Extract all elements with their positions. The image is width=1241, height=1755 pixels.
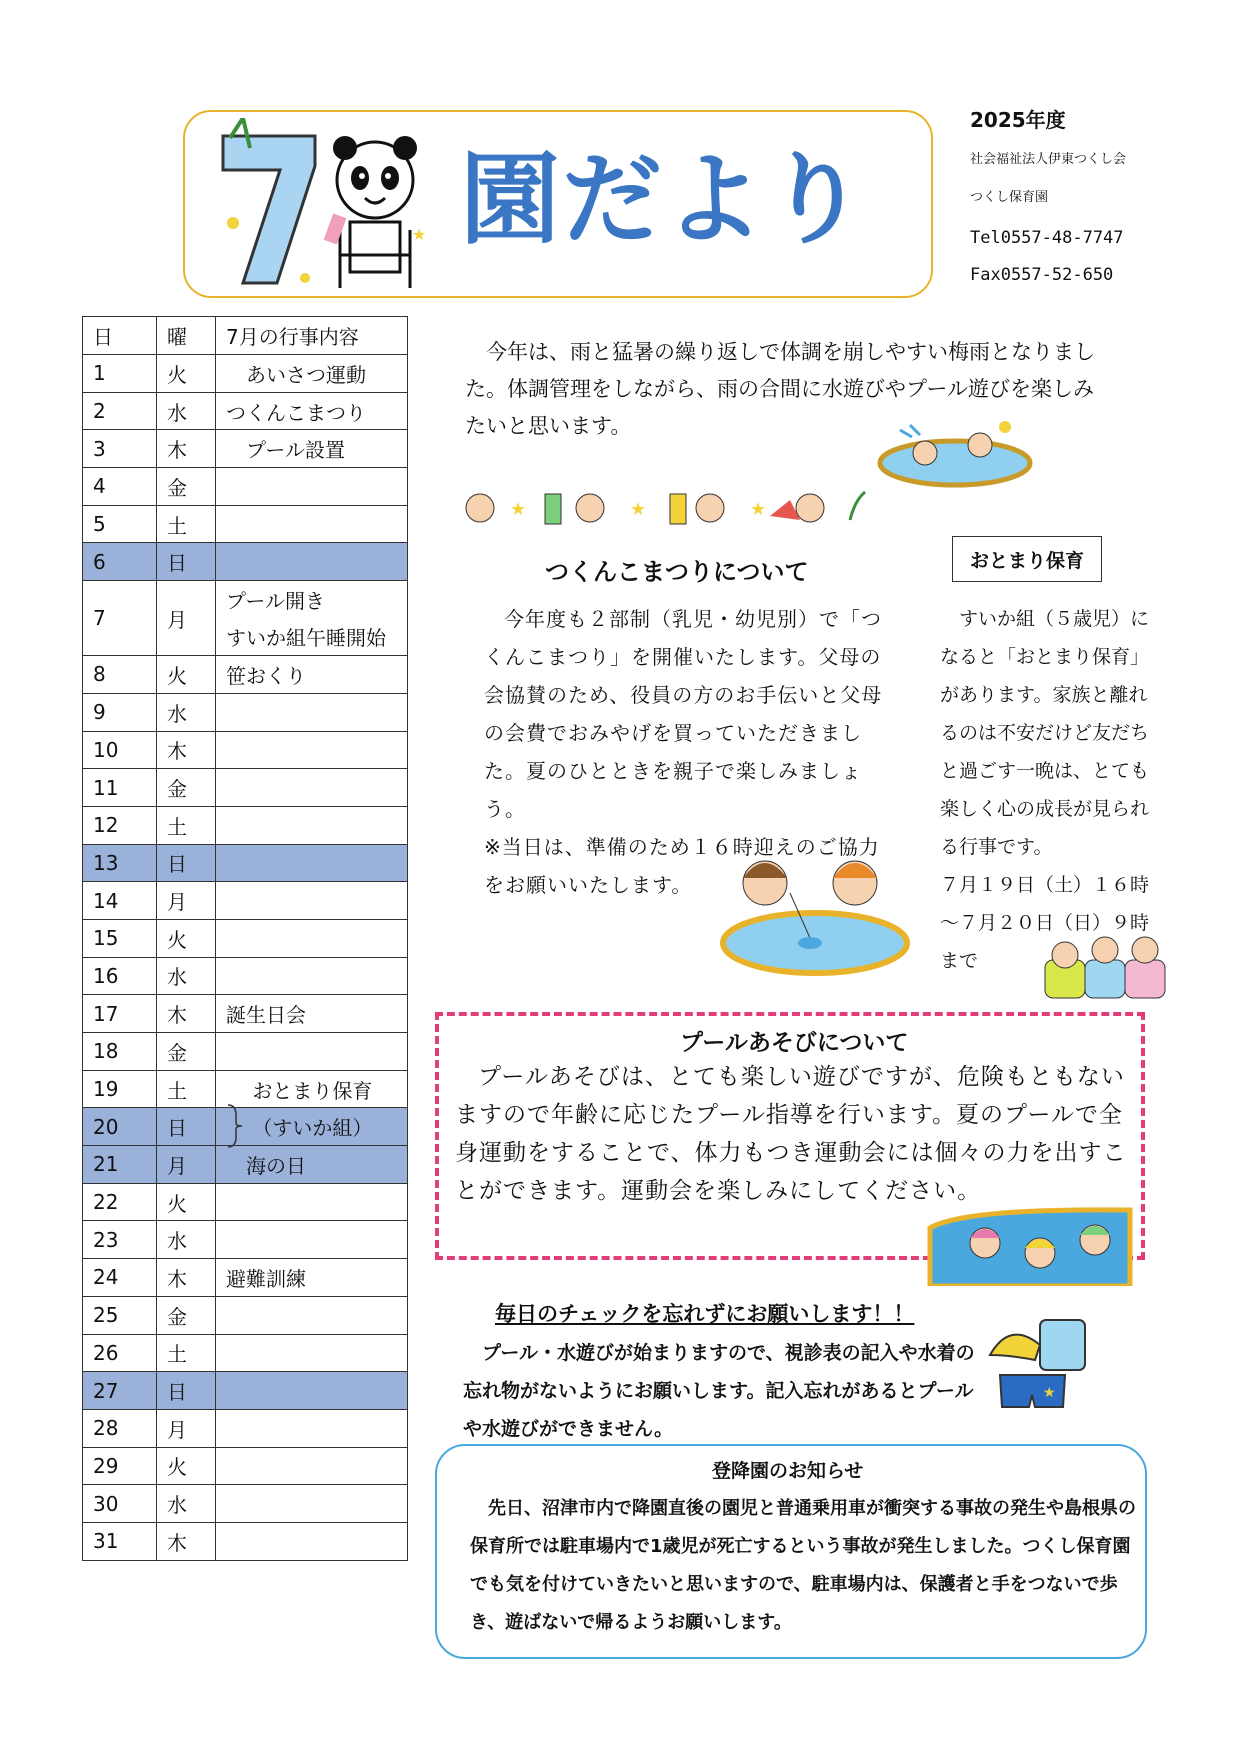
calendar-day: 30 [83,1485,157,1523]
calendar-row [83,1259,408,1297]
calendar-event [216,355,408,393]
calendar-day: 2 [83,392,157,430]
calendar-row [83,995,408,1033]
calendar-weekday: 土 [157,1070,216,1108]
calendar-event [216,1522,408,1560]
calendar-event [216,919,408,957]
calendar-row [83,1334,408,1372]
calendar-row [83,1033,408,1071]
daily-check-text: プール・水遊びが始まりますので、視診表の記入や水着の忘れ物がないようにお願いします。記入忘れがあるとプールや水遊びができません。 [463,1342,975,1440]
calendar-day: 5 [83,505,157,543]
newsletter-title: 園だより [460,141,868,258]
svg-text:★: ★ [630,499,647,520]
calendar-row [83,1108,408,1146]
calendar-event [216,995,408,1033]
calendar-event-text: すいか組午睡開始 [226,626,386,651]
calendar-day: 4 [83,468,157,506]
calendar-day: 28 [83,1409,157,1447]
calendar-event [216,1296,408,1334]
calendar-weekday: 月 [157,1409,216,1447]
calendar-row [83,468,408,506]
calendar-row [83,919,408,957]
calendar-event [216,1334,408,1372]
calendar-day: 16 [83,957,157,995]
fiscal-year: 2025年度 [970,108,1066,132]
calendar-event-text: 笹おくり [226,663,306,688]
calendar-event-text: あいさつ運動 [226,362,366,387]
calendar-day: 10 [83,731,157,769]
calendar-day: 31 [83,1522,157,1560]
kids-pool-illustration [870,415,1035,490]
calendar-day: 25 [83,1296,157,1334]
otomari-title: おとまり保育 [952,536,1102,582]
calendar-event [216,731,408,769]
decorative-garland [450,480,870,540]
pool-title: プールあそびについて [680,1030,909,1056]
calendar-day: 3 [83,430,157,468]
calendar-day: 18 [83,1033,157,1071]
month-seven-illustration [215,118,325,288]
calendar-event [216,581,408,656]
calendar-weekday: 金 [157,1296,216,1334]
otomari-schedule: ７月１９日（土）１６時～７月２０日（日）９時まで [940,874,1150,972]
calendar-row [83,1485,408,1523]
calendar-weekday: 火 [157,656,216,694]
calendar-weekday: 火 [157,355,216,393]
calendar-day: 21 [83,1146,157,1184]
calendar-weekday: 水 [157,957,216,995]
calendar-weekday: 木 [157,731,216,769]
calendar-weekday: 火 [157,919,216,957]
calendar-day: 22 [83,1183,157,1221]
calendar-day: 7 [83,581,157,656]
calendar-weekday: 日 [157,543,216,581]
calendar-row [83,1372,408,1410]
calendar-day: 6 [83,543,157,581]
calendar-event [216,1146,408,1184]
calendar-row [83,355,408,393]
calendar-weekday: 水 [157,693,216,731]
calendar-weekday: 月 [157,882,216,920]
calendar-row [83,1409,408,1447]
calendar-day: 8 [83,656,157,694]
calendar-weekday: 土 [157,505,216,543]
calendar-event [216,882,408,920]
calendar-day: 24 [83,1259,157,1297]
calendar-event [216,1485,408,1523]
calendar-weekday: 水 [157,1485,216,1523]
matsuri-note: ※当日は、準備のため１６時迎えのご協力をお願いいたします。 [484,835,880,897]
calendar-weekday: 日 [157,1372,216,1410]
calendar-row [83,1146,408,1184]
notice-title: 登降園のお知らせ [712,1460,864,1482]
calendar-row [83,430,408,468]
calendar-row [83,806,408,844]
calendar-event [216,1108,408,1146]
calendar-row [83,693,408,731]
calendar-event [216,505,408,543]
telephone-number: Tel0557-48-7747 [970,228,1124,248]
calendar-day: 11 [83,769,157,807]
calendar-weekday: 金 [157,1033,216,1071]
calendar-row [83,957,408,995]
calendar-weekday: 日 [157,1108,216,1146]
panda-illustration [320,130,430,290]
pool-paragraph [455,1058,1135,1210]
calendar-day: 23 [83,1221,157,1259]
svg-text:★: ★ [412,225,427,244]
pool-text: プールあそびは、とても楽しい遊びですが、危険もともないますので年齢に応じたプール指導を行います。夏のプールで全身運動をすることで、体力もつき運動会には個々の力を出すことができます。運動会を楽しみにしてください。 [455,1064,1127,1204]
otomari-text: すいか組（５歳児）になると「おとまり保育」があります。家族と離れるのは不安だけど友だちと過ごす一晩は、とても楽しく心の成長が見られる行事です。 [940,608,1150,858]
calendar-event [216,693,408,731]
month-numeral: 7 [225,132,226,133]
calendar-weekday: 木 [157,1259,216,1297]
calendar-event [216,1070,408,1108]
fishing-game-illustration [715,843,915,978]
calendar-day: 15 [83,919,157,957]
calendar-event [216,806,408,844]
fax-number: Fax0557-52-650 [970,265,1114,285]
calendar-day: 20 [83,1108,157,1146]
school-name: つくし保育園 [970,190,1049,205]
calendar-event [216,1183,408,1221]
calendar-header-events: 7月の行事内容 [216,317,408,355]
calendar-header-weekday: 曜 [157,317,216,355]
events-calendar [82,316,408,1561]
calendar-event [216,430,408,468]
intro-text: 今年は、雨と猛暑の繰り返しで体調を崩しやすい梅雨となりました。体調管理をしながら、雨の合間に水遊びやプール遊びを楽しみたいと思います。 [465,340,1095,438]
calendar-row [83,1070,408,1108]
calendar-weekday: 水 [157,1221,216,1259]
calendar-event-text: 避難訓練 [226,1266,306,1291]
calendar-day: 26 [83,1334,157,1372]
calendar-event [216,1372,408,1410]
calendar-event [216,392,408,430]
calendar-weekday: 木 [157,430,216,468]
calendar-weekday: 木 [157,995,216,1033]
calendar-event [216,1409,408,1447]
calendar-row [83,1296,408,1334]
calendar-day: 13 [83,844,157,882]
calendar-event [216,1221,408,1259]
calendar-row [83,882,408,920]
svg-text:★: ★ [1043,1385,1056,1401]
calendar-row [83,844,408,882]
calendar-event [216,656,408,694]
calendar-weekday: 月 [157,581,216,656]
calendar-event-text: つくんこまつり [226,400,366,425]
calendar-event [216,1447,408,1485]
calendar-row [83,505,408,543]
calendar-event [216,1033,408,1071]
calendar-day: 27 [83,1372,157,1410]
bracket-symbol [226,1103,244,1149]
calendar-row [83,769,408,807]
matsuri-text: 今年度も２部制（乳児・幼児別）で「つくんこまつり」を開催いたします。父母の会協賛のため、役員の方のお手伝いと父母の会費でおみやげを買っていただきました。夏のひとときを親子で楽しみましょう。 [484,607,883,821]
matsuri-title: つくんこまつりについて [545,558,809,586]
calendar-weekday: 土 [157,1334,216,1372]
calendar-row [83,731,408,769]
calendar-header-row [83,317,408,355]
sleeping-kids-illustration [1040,925,1170,1000]
calendar-day: 12 [83,806,157,844]
calendar-row [83,1447,408,1485]
calendar-event-text: プール開き [226,589,325,614]
calendar-row [83,543,408,581]
calendar-day: 19 [83,1070,157,1108]
svg-text:★: ★ [510,499,527,520]
calendar-row [83,1522,408,1560]
notice-paragraph [470,1490,1140,1642]
calendar-row [83,1183,408,1221]
swim-gear-illustration [985,1315,1095,1410]
calendar-header-day: 日 [83,317,157,355]
calendar-weekday: 金 [157,468,216,506]
calendar-weekday: 日 [157,844,216,882]
calendar-day: 9 [83,693,157,731]
calendar-event [216,769,408,807]
daily-check-paragraph [463,1334,983,1448]
pool-play-illustration [925,1198,1135,1286]
organization-name: 社会福祉法人伊東つくし会 [970,152,1127,167]
calendar-weekday: 月 [157,1146,216,1184]
calendar-row [83,581,408,656]
calendar-day: 29 [83,1447,157,1485]
calendar-day: 1 [83,355,157,393]
calendar-row [83,656,408,694]
calendar-weekday: 水 [157,392,216,430]
calendar-day: 17 [83,995,157,1033]
calendar-event [216,543,408,581]
calendar-weekday: 火 [157,1183,216,1221]
calendar-event-text: 海の日 [226,1153,306,1178]
daily-check-title: 毎日のチェックを忘れずにお願いします！！ [495,1302,915,1326]
calendar-row [83,1221,408,1259]
calendar-event-text: （すいか組） [226,1116,373,1141]
calendar-weekday: 火 [157,1447,216,1485]
calendar-event-text: おとまり保育 [226,1078,373,1103]
calendar-weekday: 金 [157,769,216,807]
calendar-row [83,392,408,430]
otomari-paragraph [940,600,1160,980]
svg-text:★: ★ [750,499,767,520]
calendar-day: 14 [83,882,157,920]
calendar-event [216,1259,408,1297]
calendar-weekday: 土 [157,806,216,844]
calendar-event [216,844,408,882]
notice-text: 先日、沼津市内で降園直後の園児と普通乗用車が衝突する事故の発生や島根県の保育所では駐車場内で1歳児が死亡するという事故が発生しました。つくし保育園でも気を付けていきたいと思いますので、駐車場内は、保護者と手をつないで歩き、遊ばないで帰るようお願いします。 [470,1498,1136,1633]
calendar-event [216,957,408,995]
calendar-event-text: プール設置 [226,438,345,463]
calendar-event-text: 誕生日会 [226,1003,306,1028]
calendar-event [216,468,408,506]
calendar-weekday: 木 [157,1522,216,1560]
